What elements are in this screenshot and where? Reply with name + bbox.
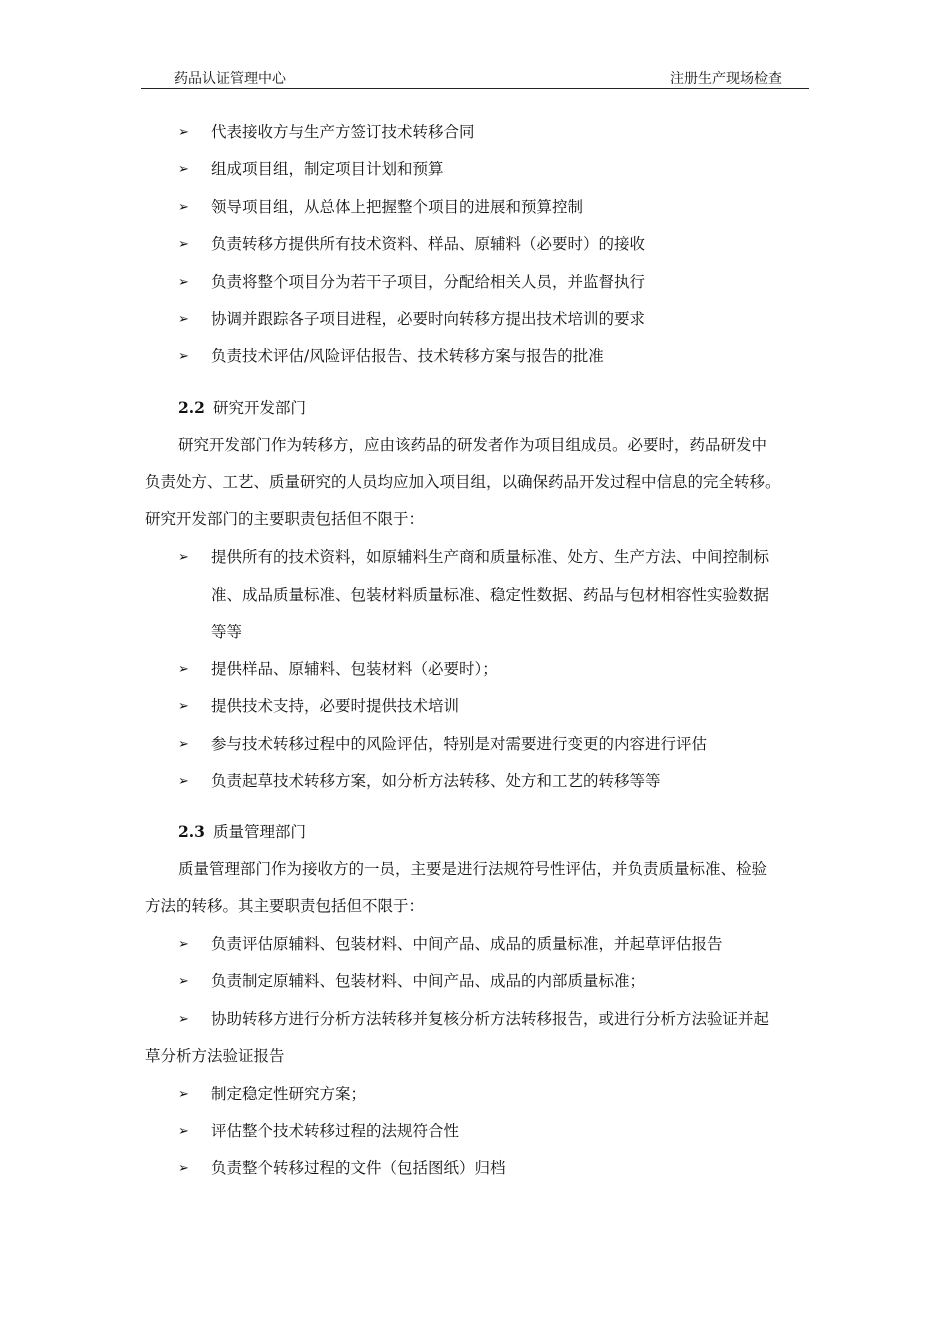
bullet-arrow-icon: ➢ <box>178 937 189 952</box>
bullet-arrow-icon: ➢ <box>178 737 189 752</box>
bullet-arrow-icon: ➢ <box>178 200 189 215</box>
header-left-title: 药品认证管理中心 <box>174 71 286 87</box>
bullet-arrow-icon: ➢ <box>178 1012 189 1027</box>
section-heading: 2.2 研究开发部门 <box>178 398 306 417</box>
list-item-continuation: 草分析方法验证报告 <box>145 1047 285 1065</box>
bullet-arrow-icon: ➢ <box>178 1161 189 1176</box>
bullet-arrow-icon: ➢ <box>178 1124 189 1139</box>
bullet-arrow-icon: ➢ <box>178 774 189 789</box>
bullet-arrow-icon: ➢ <box>178 662 189 677</box>
bullet-arrow-icon: ➢ <box>178 699 189 714</box>
bullet-arrow-icon: ➢ <box>178 237 189 252</box>
bullet-arrow-icon: ➢ <box>178 1087 189 1102</box>
section-intro-paragraph: 研究开发部门作为转移方，应由该药品的研发者作为项目组成员。必要时，药品研发中 负责处方、工艺、质量研究的人员均应加入项目组，以确保药品开发过程中信息的完全转移。 研究开发部门的主要职责包括但不限于： <box>145 436 781 528</box>
list-item-continuation: 准、成品质量标准、包装材料质量标准、稳定性数据、药品与包材相容性实验数据 <box>211 586 770 604</box>
bullet-arrow-icon: ➢ <box>178 125 189 140</box>
page-header <box>141 68 809 89</box>
section-heading: 2.3 质量管理部门 <box>178 822 306 841</box>
bullet-arrow-icon: ➢ <box>178 162 189 177</box>
bullet-arrow-icon: ➢ <box>178 312 189 327</box>
bullet-arrow-icon: ➢ <box>178 349 189 364</box>
bullet-arrow-icon: ➢ <box>178 550 189 565</box>
bullet-arrow-icon: ➢ <box>178 974 189 989</box>
section-intro-paragraph: 质量管理部门作为接收方的一员，主要是进行法规符号性评估，并负责质量标准、检验 方法的转移。其主要职责包括但不限于： <box>145 860 768 915</box>
bullet-arrow-icon: ➢ <box>178 275 189 290</box>
header-right-title: 注册生产现场检查 <box>670 71 782 87</box>
list-item-continuation: 等等 <box>211 623 243 641</box>
